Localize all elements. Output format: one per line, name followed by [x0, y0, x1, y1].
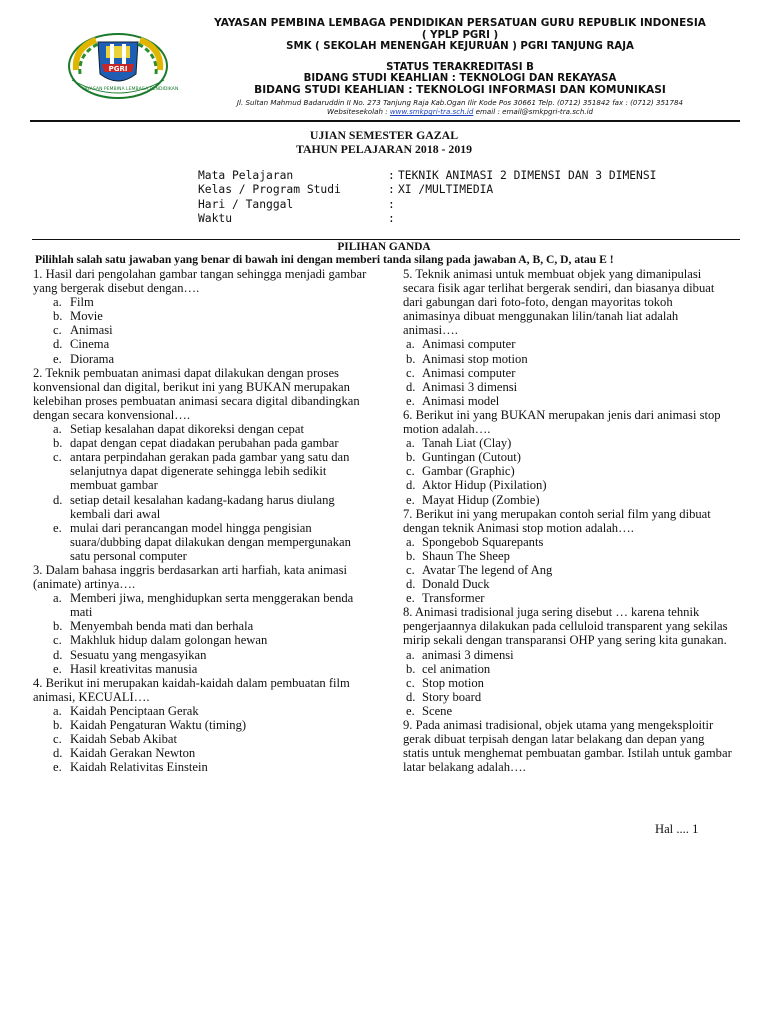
option-letter: c. [406, 365, 415, 380]
option-text: Spongebob Squarepants [422, 534, 544, 549]
answer-option[interactable] [403, 690, 733, 704]
answer-option[interactable] [403, 549, 733, 563]
option-letter: a. [406, 436, 415, 451]
info-label: Waktu [198, 211, 233, 225]
option-letter: d. [53, 492, 63, 507]
answer-option[interactable] [403, 577, 733, 591]
info-colon: : [388, 197, 395, 211]
question [33, 676, 368, 775]
option-letter: c. [53, 732, 62, 747]
option-text: Mayat Hidup (Zombie) [422, 492, 540, 507]
info-label: Hari / Tanggal [198, 197, 294, 211]
letterhead-divider [30, 120, 740, 122]
option-letter: d. [53, 647, 63, 662]
website-prefix: Websitesekolah : [326, 107, 388, 116]
option-text: Movie [70, 309, 103, 324]
option-text: Kaidah Gerakan Newton [70, 746, 196, 761]
option-letter: d. [406, 689, 416, 704]
option-text: Hasil kreativitas manusia [70, 661, 198, 676]
option-text: Shaun The Sheep [422, 548, 510, 563]
option-text: Animasi computer [422, 365, 516, 380]
option-text: Stop motion [422, 675, 484, 690]
option-letter: b. [406, 661, 416, 676]
letterhead [0, 0, 768, 125]
option-text: Diorama [70, 351, 115, 366]
section-title: PILIHAN GANDA [337, 241, 431, 253]
svg-text:YAYASAN PEMBINA LEMBAGA PENDID: YAYASAN PEMBINA LEMBAGA PENDIDIKAN [82, 87, 179, 92]
exam-title-line1: UJIAN SEMESTER GAZAL [309, 128, 459, 142]
option-text: Donald Duck [422, 577, 490, 592]
school-name: SMK ( SEKOLAH MENENGAH KEJURUAN ) PGRI TANJUNG RAJA [286, 41, 634, 53]
option-text: mulai dari perancangan model hingga pengisian suara/dubbing dapat dilakukan dengan mempergunakan satu personal computer [70, 520, 351, 563]
option-text: Memberi jiwa, menghidupkan serta menggerakan benda mati [70, 591, 354, 620]
option-text: Makhluk hidup dalam golongan hewan [70, 633, 268, 648]
answer-option[interactable] [33, 619, 368, 633]
foundation-abbr: ( YPLP PGRI ) [421, 29, 499, 41]
option-letter: b. [406, 351, 416, 366]
option-text: Animasi model [422, 393, 500, 408]
info-colon: : [388, 169, 395, 182]
question [33, 366, 368, 563]
answer-option[interactable] [403, 450, 733, 464]
answer-option[interactable] [403, 337, 733, 351]
option-text: animasi 3 dimensi [422, 647, 514, 662]
exam-title [0, 128, 768, 156]
answer-option[interactable] [403, 535, 733, 549]
option-text: Gambar (Graphic) [422, 464, 515, 479]
option-letter: e. [53, 351, 62, 366]
school-email: email : email@smkpgri-tra.sch.id [475, 107, 594, 116]
info-colon: : [388, 211, 395, 225]
question-text: 4. Berikut ini merupakan kaidah-kaidah dalam pembuatan film animasi, KECUALI…. [33, 675, 350, 704]
field-of-study-2: BIDANG STUDI KEAHLIAN : TEKNOLOGI INFORMASI DAN KOMUNIKASI [254, 83, 666, 96]
option-letter: a. [406, 647, 415, 662]
option-letter: c. [406, 464, 415, 479]
answer-option[interactable] [403, 591, 733, 605]
answer-option[interactable] [33, 704, 368, 718]
question [403, 507, 733, 606]
answer-option[interactable] [403, 464, 733, 478]
option-letter: e. [53, 520, 62, 535]
letterhead-lines [150, 18, 768, 97]
option-text: Guntingan (Cutout) [422, 450, 521, 465]
option-text: Sesuatu yang mengasyikan [70, 647, 207, 662]
question [403, 267, 733, 408]
answer-option[interactable] [403, 478, 733, 492]
option-letter: e. [406, 703, 415, 718]
answer-option[interactable] [33, 746, 368, 760]
field-of-study-1: BIDANG STUDI KEAHLIAN : TEKNOLOGI DAN REKAYASA [303, 73, 617, 85]
answer-option[interactable] [33, 323, 368, 337]
option-letter: d. [406, 577, 416, 592]
questions-right-column [403, 267, 733, 774]
option-text: dapat dengan cepat diadakan perubahan pada gambar [70, 436, 339, 451]
question [33, 563, 368, 676]
option-letter: b. [53, 619, 63, 634]
option-letter: d. [53, 337, 63, 352]
option-text: Kaidah Relativitas Einstein [70, 760, 208, 775]
option-text: Avatar The legend of Ang [422, 562, 553, 577]
question-text: 2. Teknik pembuatan animasi dapat dilakukan dengan proses konvensional dan digital, berikut ini yang BUKAN merupakan kelebihan proses pembuatan animasi secara digital dibandingkan dengan secara konvensional…. [33, 365, 360, 422]
option-text: Kaidah Penciptaan Gerak [70, 703, 199, 718]
answer-option[interactable] [33, 648, 368, 662]
school-address: Jl. Sultan Mahmud Badaruddin II No. 273 Tanjung Raja Kab.Ogan Ilir Kode Pos 30661 Telp. (0712) 351842 fax : (0712) 351784 [236, 98, 684, 107]
question-text: 6. Berikut ini yang BUKAN merupakan jenis dari animasi stop motion adalah…. [403, 407, 721, 437]
question-text: 7. Berikut ini yang merupakan contoh serial film yang dibuat dengan teknik Animasi stop motion adalah…. [403, 506, 711, 535]
option-text: Aktor Hidup (Pixilation) [422, 478, 547, 493]
answer-option[interactable] [33, 309, 368, 323]
answer-option[interactable] [33, 422, 368, 436]
answer-option[interactable] [403, 704, 733, 718]
option-text: Kaidah Pengaturan Waktu (timing) [70, 718, 247, 732]
answer-option[interactable] [33, 732, 368, 746]
option-text: Story board [422, 689, 482, 704]
option-letter: b. [53, 309, 63, 324]
question-text: 1. Hasil dari pengolahan gambar tangan sehingga menjadi gambar yang bergerak disebut dengan…. [33, 267, 367, 296]
option-letter: b. [406, 548, 416, 563]
answer-option[interactable] [403, 436, 733, 450]
answer-option[interactable] [403, 563, 733, 577]
option-text: Animasi 3 dimensi [422, 379, 518, 394]
option-letter: b. [53, 436, 63, 451]
option-text: Animasi [70, 323, 113, 338]
option-letter: a. [53, 591, 62, 606]
option-text: Scene [422, 703, 453, 718]
answer-option[interactable] [403, 394, 733, 408]
info-value: TEKNIK ANIMASI 2 DIMENSI DAN 3 DIMENSI [398, 169, 657, 182]
question-text: 3. Dalam bahasa inggris berdasarkan arti harfiah, kata animasi (animate) artinya…. [33, 562, 348, 592]
option-letter: a. [53, 703, 62, 718]
option-letter: e. [406, 492, 415, 507]
option-text: Tanah Liat (Clay) [422, 436, 512, 451]
answer-option[interactable] [33, 521, 368, 563]
questions-left-column [33, 267, 368, 774]
option-letter: e. [53, 661, 62, 676]
answer-option[interactable] [403, 662, 733, 676]
option-letter: c. [406, 562, 415, 577]
page-number: Hal .... 1 [655, 822, 699, 836]
option-letter: b. [406, 450, 416, 465]
question [33, 267, 368, 366]
option-letter: d. [406, 478, 416, 493]
answer-option[interactable] [403, 352, 733, 366]
option-text: Setiap kesalahan dapat dikoreksi dengan cepat [70, 422, 304, 437]
foundation-name: YAYASAN PEMBINA LEMBAGA PENDIDIKAN PERSATUAN GURU REPUBLIK INDONESIA [214, 17, 706, 29]
answer-option[interactable] [403, 648, 733, 662]
answer-option[interactable] [403, 380, 733, 394]
answer-option[interactable] [33, 718, 368, 732]
accreditation-status: STATUS TERAKREDITASI B [386, 61, 534, 73]
answer-option[interactable] [33, 450, 368, 492]
question [403, 718, 733, 774]
info-label: Mata Pelajaran [198, 169, 294, 182]
option-text: Animasi computer [422, 337, 516, 352]
question-text: 5. Teknik animasi untuk membuat objek yang dimanipulasi secara fisik agar terlihat bergerak sendiri, dan biasanya dibuat dari gabungan dari foto-foto, dengan mayoritas tokoh animasinya dibuat menggunakan lilin/tanah liat adalah animasi…. [403, 267, 715, 338]
answer-option[interactable] [33, 760, 368, 774]
option-letter: e. [406, 393, 415, 408]
answer-option[interactable] [403, 493, 733, 507]
option-letter: c. [53, 633, 62, 648]
question-text: 9. Pada animasi tradisional, objek utama yang mengeksploitir gerak dibuat terpisah dengan latar belakang dan depan yang statis untuk menghemat pembuatan gambar. Istilah untuk gambar latar belakang adalah…. [403, 718, 732, 775]
option-letter: a. [53, 422, 62, 437]
option-letter: a. [406, 534, 415, 549]
question [403, 605, 733, 718]
option-letter: e. [53, 760, 62, 775]
instructions: Pilihlah salah satu jawaban yang benar di bawah ini dengan memberi tanda silang pada jawaban A, B, C, D, atau E ! [35, 253, 614, 266]
option-text: Kaidah Sebab Akibat [70, 732, 178, 747]
option-letter: c. [406, 675, 415, 690]
option-letter: a. [53, 295, 62, 310]
answer-option[interactable] [33, 662, 368, 676]
exam-title-line2: TAHUN PELAJARAN 2018 - 2019 [295, 142, 473, 156]
info-colon: : [388, 183, 395, 197]
answer-option[interactable] [33, 633, 368, 647]
option-text: Transformer [422, 591, 485, 606]
answer-option[interactable] [33, 337, 368, 351]
answer-option[interactable] [33, 591, 368, 619]
answer-option[interactable] [403, 676, 733, 690]
answer-option[interactable] [33, 352, 368, 366]
answer-option[interactable] [33, 493, 368, 521]
option-text: Menyembah benda mati dan berhala [70, 619, 254, 634]
option-letter: a. [406, 337, 415, 352]
option-text: cel animation [422, 661, 491, 676]
svg-text:PGRI: PGRI [108, 65, 128, 73]
option-letter: c. [53, 323, 62, 338]
info-label: Kelas / Program Studi [198, 183, 341, 197]
option-text: Cinema [70, 337, 110, 352]
answer-option[interactable] [403, 366, 733, 380]
option-text: setiap detail kesalahan kadang-kadang harus diulang kembali dari awal [70, 492, 335, 521]
info-value: XI /MULTIMEDIA [398, 183, 494, 197]
answer-option[interactable] [33, 436, 368, 450]
answer-option[interactable] [33, 295, 368, 309]
question-text: 8. Animasi tradisional juga sering disebut … karena tehnik pengerjaannya dilakukan pada celluloid transparent yang sekilas mirip sekali dengan transparansi OHP yang sering kita gunakan. [403, 605, 728, 648]
option-letter: b. [53, 718, 63, 732]
school-website-line [160, 107, 760, 117]
question [403, 408, 733, 507]
option-text: antara perpindahan gerakan pada gambar yang satu dan selanjutnya dapat digenerate sehingga lebih sedikit membuat gambar [70, 450, 350, 493]
option-text: Film [70, 295, 94, 310]
website-link[interactable]: www.smkpgri-tra.sch.id [389, 107, 474, 116]
option-letter: c. [53, 450, 62, 465]
option-letter: d. [406, 379, 416, 394]
option-letter: d. [53, 746, 63, 761]
option-letter: e. [406, 591, 415, 606]
option-text: Animasi stop motion [422, 351, 528, 366]
